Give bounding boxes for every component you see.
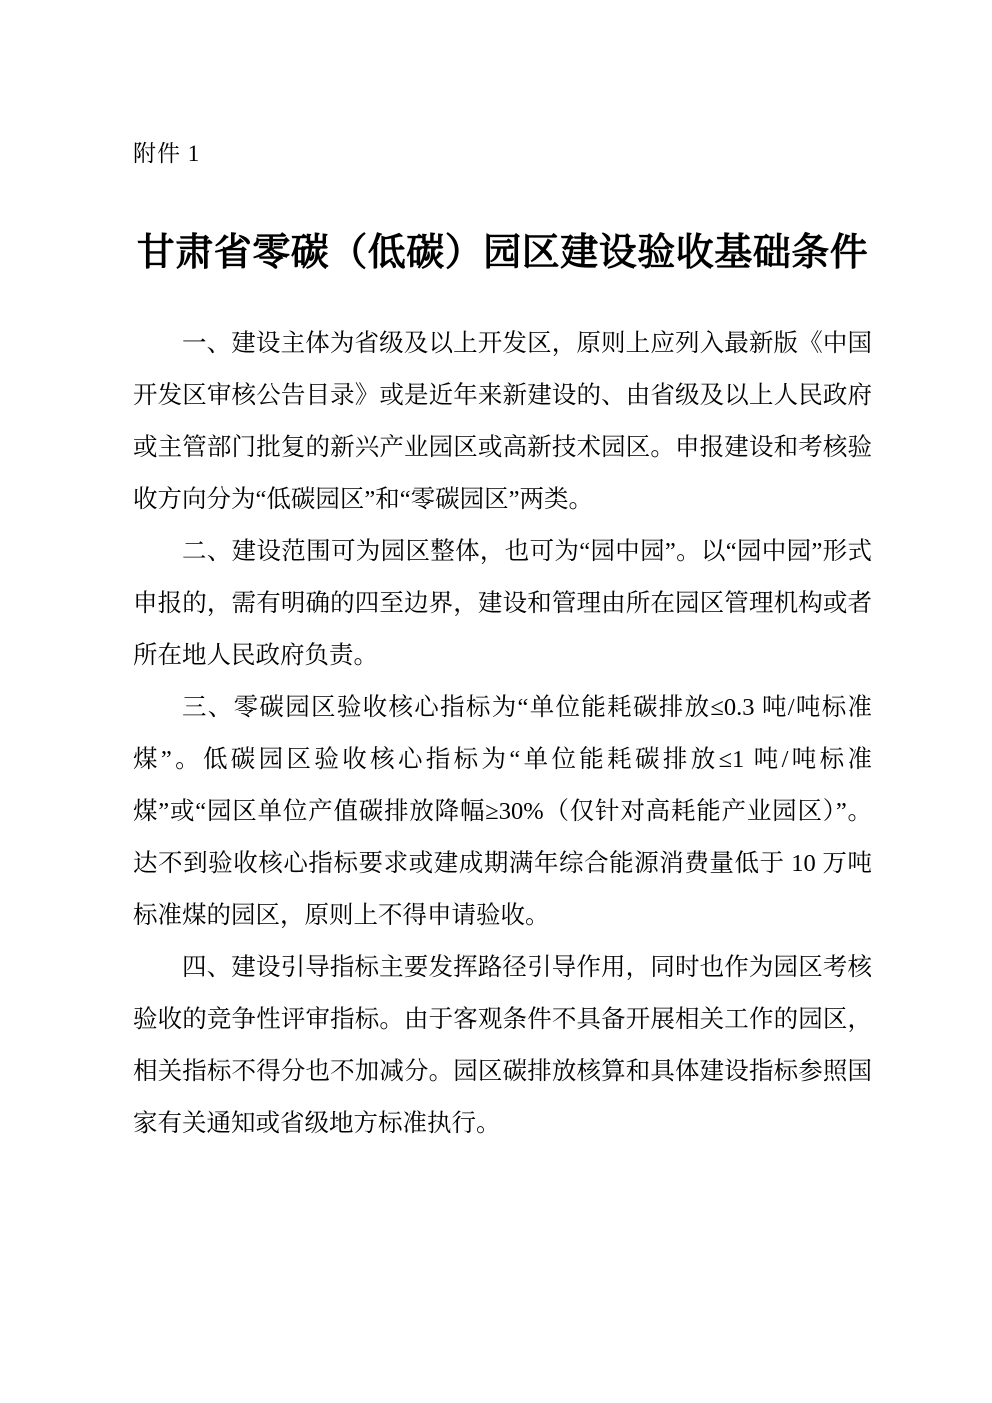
page-title: 甘肃省零碳（低碳）园区建设验收基础条件	[136, 232, 869, 274]
paragraph-3: 三、零碳园区验收核心指标为“单位能耗碳排放≤0.3 吨/吨标准煤”。低碳园区验收核心指标为“单位能耗碳排放≤1 吨/吨标准煤”或“园区单位产值碳排放降幅≥30%（仅针对高耗能产业园区）”。达不到验收核心指标要求或建成期满年综合能源消费量低于 10 万吨标准煤的园区，原则上不得申请验收。	[133, 694, 872, 929]
paragraph-2: 二、建设范围可为园区整体，也可为“园中园”。以“园中园”形式申报的，需有明确的四至边界，建设和管理由所在园区管理机构或者所在地人民政府负责。	[133, 538, 872, 669]
document-body	[133, 318, 872, 1150]
paragraph-1: 一、建设主体为省级及以上开发区，原则上应列入最新版《中国开发区审核公告目录》或是近年来新建设的、由省级及以上人民政府或主管部门批复的新兴产业园区或高新技术园区。申报建设和考核验收方向分为“低碳园区”和“零碳园区”两类。	[133, 330, 872, 513]
paragraph-4: 四、建设引导指标主要发挥路径引导作用，同时也作为园区考核验收的竞争性评审指标。由于客观条件不具备开展相关工作的园区，相关指标不得分也不加减分。园区碳排放核算和具体建设指标参照国家有关通知或省级地方标准执行。	[133, 954, 872, 1137]
attachment-label: 附件 1	[133, 141, 201, 166]
